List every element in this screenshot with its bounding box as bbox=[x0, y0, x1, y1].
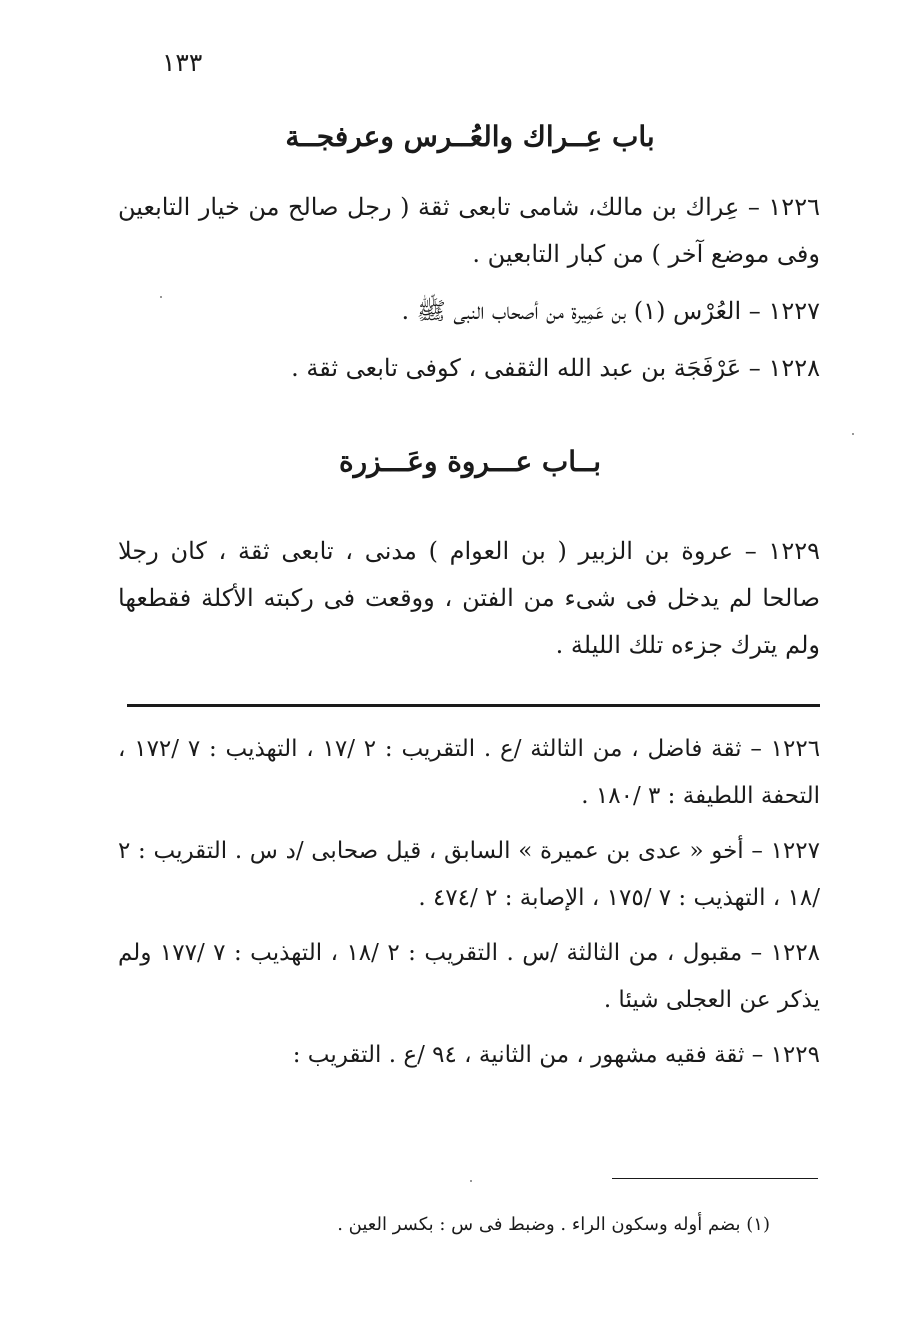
note-text: ثقة فاضل ، من الثالثة /ع . التقريب : ٢ /١٧ ، التهذيب : ٧ /١٧٢ ، التحفة اللطيفة : ٣ /١٨٠ . bbox=[118, 736, 820, 809]
entry-1229 bbox=[118, 528, 820, 669]
note-number: ١٢٢٧ – bbox=[751, 838, 820, 864]
entry-text: عَرْفَجَة بن عبد الله الثقفى ، كوفى تابعى ثقة . bbox=[291, 354, 742, 382]
scholarly-notes bbox=[118, 726, 820, 1087]
scan-speck bbox=[160, 296, 162, 298]
entry-1226 bbox=[118, 184, 820, 278]
section-heading-irak: باب عِــراك والعُــرس وعرفجــة bbox=[285, 120, 655, 153]
scan-speck bbox=[470, 1180, 472, 1182]
entry-1227 bbox=[118, 288, 820, 335]
note-1229 bbox=[118, 1032, 820, 1079]
entry-number: ١٢٢٩ – bbox=[744, 537, 820, 565]
scan-speck bbox=[852, 433, 854, 435]
main-entries bbox=[118, 184, 820, 402]
footnote: (١) بضم أوله وسكون الراء . وضبط فى س : بكسر العين . bbox=[337, 1214, 770, 1235]
note-number: ١٢٢٦ – bbox=[750, 736, 821, 762]
entry-1228 bbox=[118, 345, 820, 392]
entry-text: عروة بن الزبير ( بن العوام ) مدنى ، تابعى ثقة ، كان رجلا صالحا لم يدخل فى شىء من الفتن ، ووقعت فى ركبته الأكلة فقطعها ولم يترك جزءه تلك الليلة . bbox=[118, 537, 820, 659]
section-heading-urwa: بــاب عـــروة وعَـــزرة bbox=[338, 445, 602, 478]
note-1228 bbox=[118, 930, 820, 1024]
note-text: ثقة فقيه مشهور ، من الثانية ، ٩٤ /ع . التقريب : bbox=[292, 1042, 745, 1068]
entry-number: ١٢٢٧ – bbox=[748, 297, 820, 325]
note-1226 bbox=[118, 726, 820, 820]
notes-divider bbox=[127, 704, 820, 707]
note-text: مقبول ، من الثالثة /س . التقريب : ٢ /١٨ ، التهذيب : ٧ /١٧٧ ولم يذكر عن العجلى شيئا . bbox=[118, 940, 820, 1013]
note-number: ١٢٢٩ – bbox=[751, 1042, 820, 1068]
footnote-divider bbox=[612, 1178, 818, 1179]
note-text: أخو « عدى بن عميرة » السابق ، قيل صحابى /د س . التقريب : ٢ /١٨ ، التهذيب : ٧ /١٧٥ ، الإصابة : ٢ /٤٧٤ . bbox=[118, 838, 820, 911]
entry-text: العُرْس (١) بن عَمِيرة من أصحاب النبى ﷺ . bbox=[401, 297, 742, 325]
page-number: ١٣٣ bbox=[162, 48, 203, 77]
second-section-entries bbox=[118, 528, 820, 679]
note-1227 bbox=[118, 828, 820, 922]
entry-number: ١٢٢٦ – bbox=[747, 193, 820, 221]
entry-text: عِراك بن مالك، شامى تابعى ثقة ( رجل صالح من خيار التابعين وفى موضع آخر ) من كبار التابعين . bbox=[118, 193, 820, 268]
note-number: ١٢٢٨ – bbox=[750, 940, 821, 966]
entry-number: ١٢٢٨ – bbox=[748, 354, 820, 382]
